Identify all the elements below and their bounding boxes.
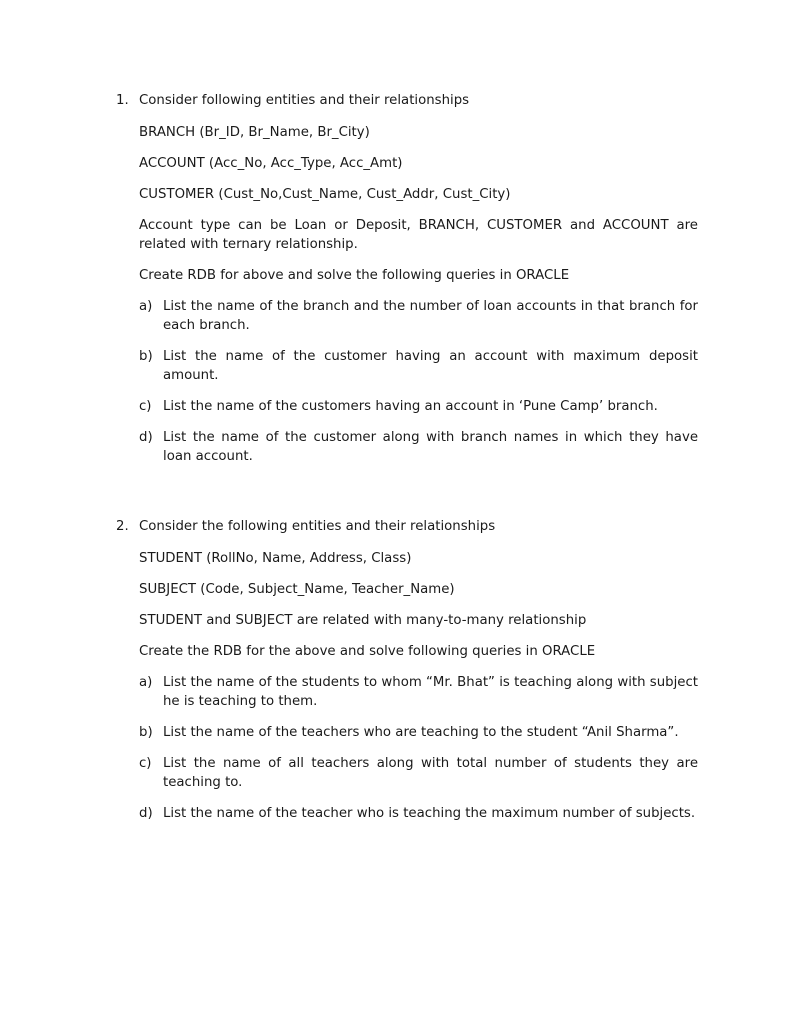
question-intro: Consider the following entities and their relationships <box>139 519 496 534</box>
query-text: List the name of the customer having an account with maximum deposit amount. <box>163 349 698 383</box>
query-item <box>139 723 698 742</box>
query-item <box>139 804 698 823</box>
query-text: List the name of the customers having an account in ‘Pune Camp’ branch. <box>163 399 658 414</box>
entity-branch: BRANCH (Br_ID, Br_Name, Br_City) <box>139 125 370 140</box>
entity-subject: SUBJECT (Code, Subject_Name, Teacher_Name) <box>139 582 455 597</box>
query-label: d) <box>139 430 153 445</box>
question-intro: Consider following entities and their relationships <box>139 93 470 108</box>
query-item <box>139 428 698 466</box>
query-text: List the name of the students to whom “Mr. Bhat” is teaching along with subject he is teaching to them. <box>163 675 698 709</box>
question-heading <box>116 517 698 537</box>
query-label: a) <box>139 299 153 314</box>
question-2 <box>116 517 698 823</box>
relationship-description: Account type can be Loan or Deposit, BRANCH, CUSTOMER and ACCOUNT are related with ternary relationship. <box>139 218 698 252</box>
question-1 <box>116 91 698 466</box>
query-item <box>139 397 698 416</box>
question-number: 1. <box>116 93 129 108</box>
query-text: List the name of the branch and the number of loan accounts in that branch for each branch. <box>163 299 698 333</box>
relationship-description: STUDENT and SUBJECT are related with many-to-many relationship <box>139 613 587 628</box>
question-number: 2. <box>116 519 129 534</box>
query-label: c) <box>139 399 152 414</box>
query-item <box>139 347 698 385</box>
query-label: b) <box>139 725 153 740</box>
entity-customer: CUSTOMER (Cust_No,Cust_Name, Cust_Addr, Cust_City) <box>139 187 511 202</box>
instruction: Create the RDB for the above and solve following queries in ORACLE <box>139 644 596 659</box>
query-text: List the name of all teachers along with total number of students they are teaching to. <box>163 756 698 790</box>
query-item <box>139 673 698 711</box>
query-label: b) <box>139 349 153 364</box>
query-item <box>139 754 698 792</box>
entity-account: ACCOUNT (Acc_No, Acc_Type, Acc_Amt) <box>139 156 403 171</box>
query-text: List the name of the teacher who is teaching the maximum number of subjects. <box>163 806 696 821</box>
query-label: c) <box>139 756 152 771</box>
question-heading <box>116 91 698 111</box>
query-text: List the name of the teachers who are teaching to the student “Anil Sharma”. <box>163 725 679 740</box>
instruction: Create RDB for above and solve the following queries in ORACLE <box>139 268 570 283</box>
query-label: a) <box>139 675 153 690</box>
query-text: List the name of the customer along with branch names in which they have loan account. <box>163 430 698 464</box>
query-item <box>139 297 698 335</box>
entity-student: STUDENT (RollNo, Name, Address, Class) <box>139 551 412 566</box>
query-label: d) <box>139 806 153 821</box>
